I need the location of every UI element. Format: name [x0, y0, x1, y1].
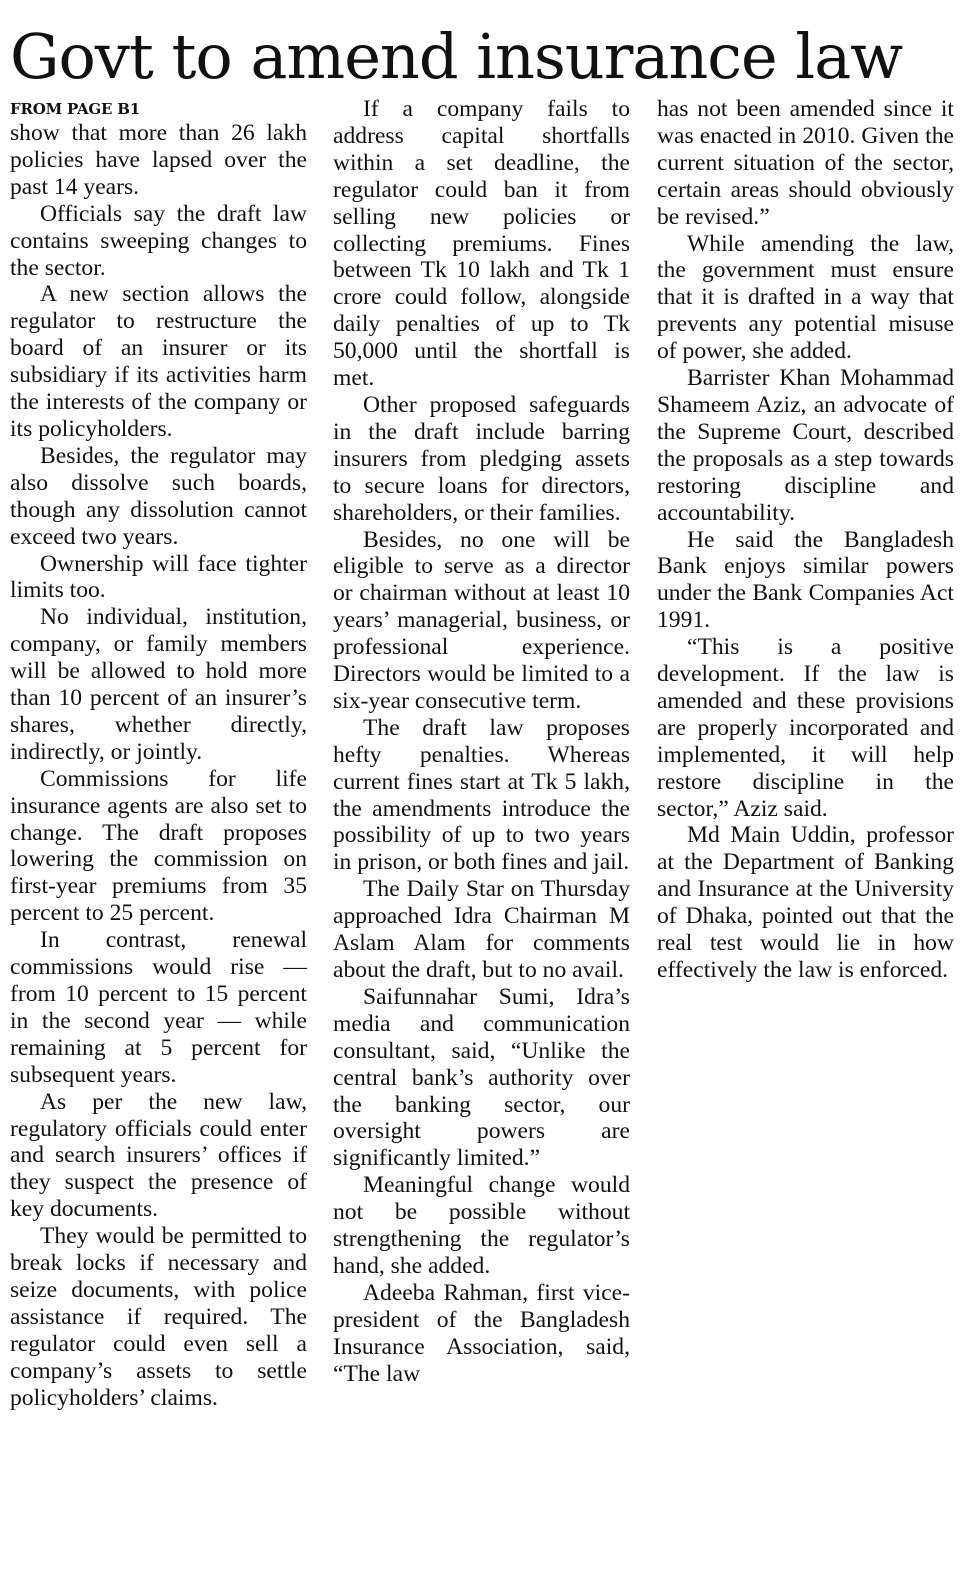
paragraph: Besides, the regulator may also dissolve such boards, though any dissolution cannot exceed two years. [10, 442, 307, 550]
paragraph: While amending the law, the government must ensure that it is drafted in a way that prevents any potential misuse of power, she added. [657, 230, 954, 365]
article-column-1 [10, 96, 307, 1412]
paragraph: In contrast, renewal commissions would rise — from 10 percent to 15 percent in the second year — while remaining at 5 percent for subsequent years. [10, 927, 307, 1088]
dateline: FROM PAGE B1 [10, 100, 141, 118]
paragraph: The draft law proposes hefty penalties. Whereas current fines start at Tk 5 lakh, the amendments introduce the possibility of up to two years in prison, or both fines and jail. [333, 714, 630, 876]
article-column-3 [657, 96, 954, 984]
paragraph: Officials say the draft law contains sweeping changes to the sector. [10, 200, 307, 281]
paragraph: Meaningful change would not be possible without strengthening the regulator’s hand, she added. [333, 1172, 630, 1279]
paragraph: A new section allows the regulator to restructure the board of an insurer or its subsidiary if its activities harm the interests of the company or its policyholders. [10, 281, 307, 442]
paragraph: Besides, no one will be eligible to serve as a director or chairman without at least 10 years’ managerial, business, or professional experience. Directors would be limited to a six-year consecutive term. [333, 526, 630, 714]
paragraph: The Daily Star on Thursday approached Idra Chairman M Aslam Alam for comments about the draft, but to no avail. [333, 876, 630, 983]
paragraph: Other proposed safeguards in the draft include barring insurers from pledging assets to secure loans for directors, shareholders, or their families. [333, 391, 630, 526]
paragraph: Barrister Khan Mohammad Shameem Aziz, an advocate of the Supreme Court, described the proposals as a step towards restoring discipline and accountability. [657, 365, 954, 526]
paragraph: show that more than 26 lakh policies have lapsed over the past 14 years. [10, 120, 307, 200]
paragraph: They would be permitted to break locks if necessary and seize documents, with police assistance if required. The regulator could even sell a company’s assets to settle policyholders’ claims. [10, 1223, 307, 1411]
paragraph: No individual, institution, company, or family members will be allowed to hold more than 10 percent of an insurer’s shares, whether directly, indirectly, or jointly. [10, 604, 307, 765]
paragraph: Commissions for life insurance agents are also set to change. The draft proposes lowering the commission on first-year premiums from 35 percent to 25 percent. [10, 765, 307, 927]
article-column-2 [333, 96, 630, 1388]
paragraph: Md Main Uddin, professor at the Department of Banking and Insurance at the University of Dhaka, pointed out that the real test would lie in how effectively the law is enforced. [657, 822, 954, 983]
paragraph: Saifunnahar Sumi, Idra’s media and communication consultant, said, “Unlike the central bank’s authority over the banking sector, our oversight powers are significantly limited.” [333, 983, 630, 1172]
paragraph: Adeeba Rahman, first vice-president of the Bangladesh Insurance Association, said, “The law [333, 1279, 630, 1387]
paragraph: Ownership will face tighter limits too. [10, 550, 307, 604]
paragraph: If a company fails to address capital shortfalls within a set deadline, the regulator could ban it from selling new policies or collecting premiums. Fines between Tk 10 lakh and Tk 1 crore could follow, alongside daily penalties of up to Tk 50,000 until the shortfall is met. [333, 96, 630, 392]
paragraph: He said the Bangladesh Bank enjoys similar powers under the Bank Companies Act 1991. [657, 526, 954, 634]
paragraph: “This is a positive development. If the law is amended and these provisions are properly incorporated and implemented, it will help restore discipline in the sector,” Aziz said. [657, 634, 954, 822]
paragraph: As per the new law, regulatory officials could enter and search insurers’ offices if they suspect the presence of key documents. [10, 1088, 307, 1223]
headline: Govt to amend insurance law [10, 20, 903, 93]
paragraph: has not been amended since it was enacted in 2010. Given the current situation of the sector, certain areas should obviously be revised.” [657, 96, 954, 230]
